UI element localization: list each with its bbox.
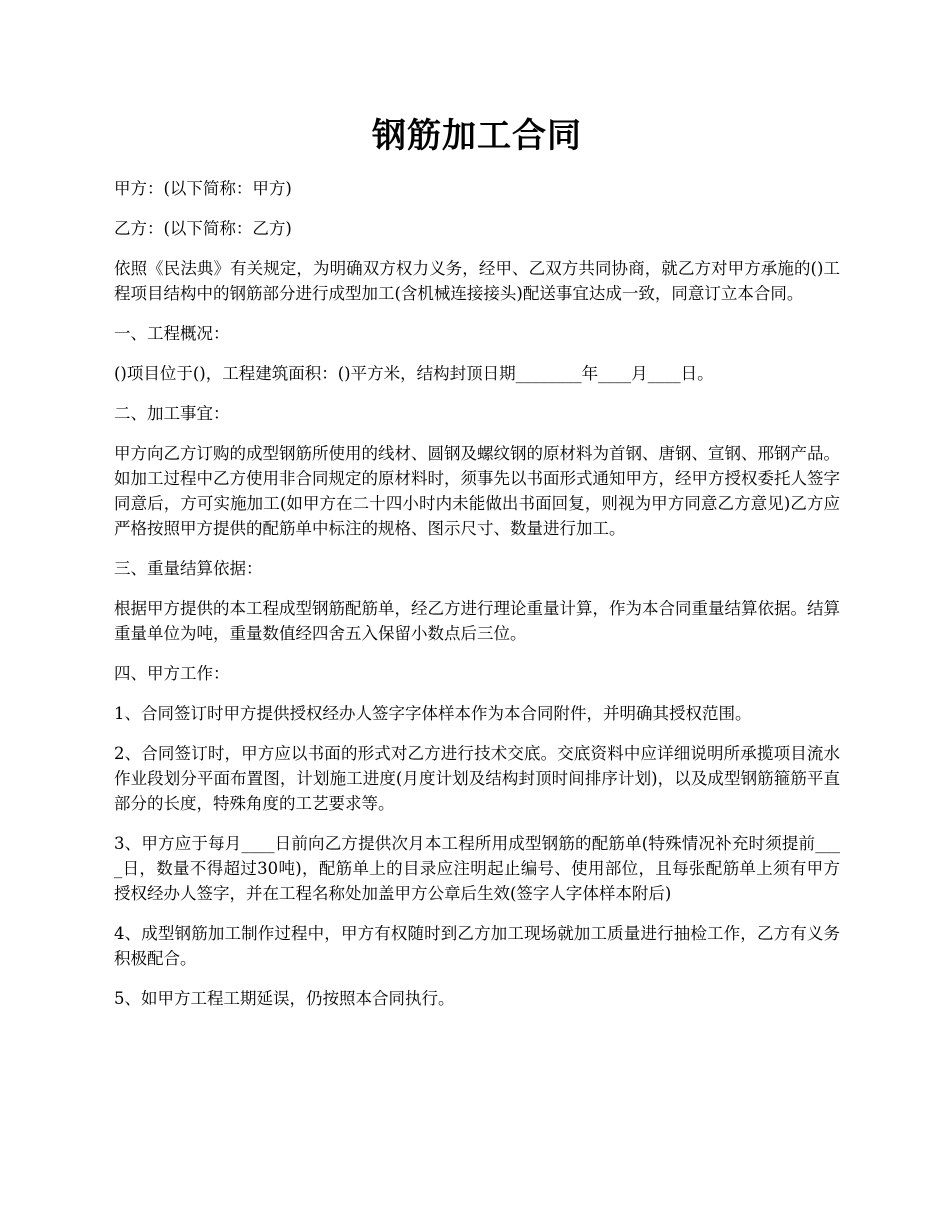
project-overview-paragraph: ()项目位于()，工程建筑面积：()平方米，结构封顶日期________年____月____日。: [114, 364, 714, 383]
document-page: [114, 0, 840, 1011]
weight-settlement-paragraph: 根据甲方提供的本工程成型钢筋配筋单，经乙方进行理论重量计算，作为本合同重量结算依据。结算重量单位为吨，重量数值经四舍五入保留小数点后三位。: [114, 599, 840, 643]
party-a-duty-item: 1、合同签订时甲方提供授权经办人签字字体样本作为本合同附件，并明确其授权范围。: [114, 704, 752, 723]
party-a-duty-item: 5、如甲方工程工期延误，仍按照本合同执行。: [114, 989, 455, 1008]
preamble-paragraph: 依照《民法典》有关规定，为明确双方权力义务，经甲、乙双方共同协商，就乙方对甲方承施的()工程项目结构中的钢筋部分进行成型加工(含机械连接接头)配送事宜达成一致，同意订立本合同。: [114, 259, 840, 303]
processing-matters-paragraph: 甲方向乙方订购的成型钢筋所使用的线材、圆钢及螺纹钢的原材料为首钢、唐钢、宣钢、邢钢产品。如加工过程中乙方使用非合同规定的原材料时，须事先以书面形式通知甲方，经甲方授权委托人签字同意后，方可实施加工(如甲方在二十四小时内未能做出书面回复，则视为甲方同意乙方意见)乙方应严格按照甲方提供的配筋单中标注的规格、图示尺寸、数量进行加工。: [114, 444, 840, 538]
party-a-duty-item: 3、甲方应于每月____日前向乙方提供次月本工程所用成型钢筋的配筋单(特殊情况补充时须提前____日，数量不得超过30吨)，配筋单上的目录应注明起止编号、使用部位，且每张配筋单上须有甲方授权经办人签字，并在工程名称处加盖甲方公章后生效(签字人字体样本附后): [114, 834, 840, 903]
section-heading-party-a-duties: 四、甲方工作：: [114, 664, 230, 683]
party-b-line: 乙方：(以下简称：乙方): [114, 219, 292, 238]
document-title: 钢筋加工合同: [372, 116, 582, 156]
section-heading-processing-matters: 二、加工事宜：: [114, 404, 230, 423]
party-a-line: 甲方：(以下简称：甲方): [114, 179, 292, 198]
party-a-duty-item: 4、成型钢筋加工制作过程中，甲方有权随时到乙方加工现场就加工质量进行抽检工作，乙方有义务积极配合。: [114, 924, 840, 968]
section-heading-weight-settlement: 三、重量结算依据：: [114, 559, 263, 578]
section-heading-project-overview: 一、工程概况：: [114, 324, 230, 343]
party-a-duty-item: 2、合同签订时，甲方应以书面的形式对乙方进行技术交底。交底资料中应详细说明所承揽项目流水作业段划分平面布置图，计划施工进度(月度计划及结构封顶时间排序计划)，以及成型钢筋箍筋平直部分的长度，特殊角度的工艺要求等。: [114, 744, 840, 813]
